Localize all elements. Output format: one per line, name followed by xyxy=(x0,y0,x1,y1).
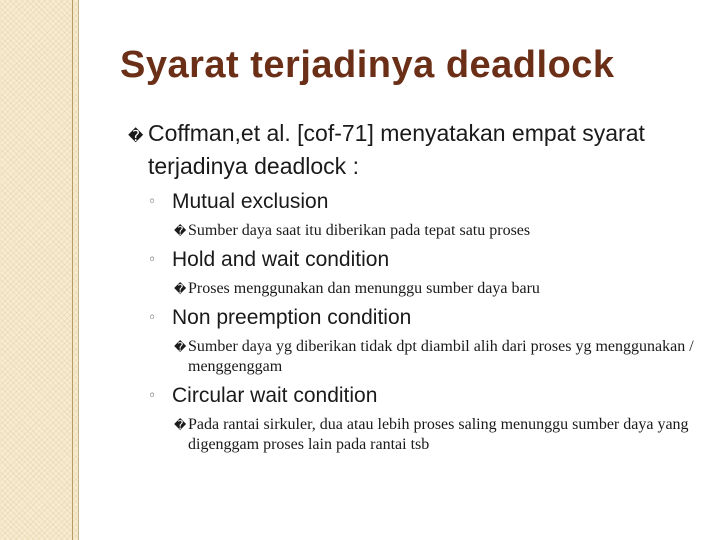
condition-detail-text: Sumber daya yg diberikan tidak dpt diambil alih dari proses yg menggunakan / menggenggam xyxy=(188,338,694,375)
condition-detail-text: Sumber daya saat itu diberikan pada tepat satu proses xyxy=(188,222,531,239)
condition-detail-text: Pada rantai sirkuler, dua atau lebih proses saling menunggu sumber daya yang digenggam proses lain pada rantai tsb xyxy=(188,416,689,453)
intro-text: Coffman,et al. [cof-71] menyatakan empat syarat terjadinya deadlock : xyxy=(148,120,645,179)
missing-glyph-bullet-icon: � xyxy=(174,282,187,296)
circle-bullet-icon: ◦ xyxy=(148,388,157,404)
condition-non-preemption xyxy=(148,305,708,331)
condition-hold-and-wait xyxy=(148,247,708,273)
condition-label: Circular wait condition xyxy=(172,384,378,407)
slide-title: Syarat terjadinya deadlock xyxy=(120,44,615,86)
sidebar-divider xyxy=(72,0,73,540)
condition-mutual-exclusion xyxy=(148,189,708,215)
condition-label: Non preemption condition xyxy=(172,306,412,329)
missing-glyph-bullet-icon: � xyxy=(174,418,187,432)
missing-glyph-bullet-icon: � xyxy=(128,127,144,145)
condition-detail xyxy=(174,279,708,299)
condition-label: Mutual exclusion xyxy=(172,190,329,213)
condition-detail xyxy=(174,221,708,241)
circle-bullet-icon: ◦ xyxy=(148,194,157,210)
condition-detail-text: Proses menggunakan dan menunggu sumber daya baru xyxy=(188,280,540,297)
intro-paragraph xyxy=(128,118,708,181)
condition-label: Hold and wait condition xyxy=(172,248,390,271)
missing-glyph-bullet-icon: � xyxy=(174,340,187,354)
condition-detail xyxy=(174,415,708,455)
circle-bullet-icon: ◦ xyxy=(148,252,157,268)
decorative-sidebar xyxy=(0,0,79,540)
condition-circular-wait xyxy=(148,383,708,409)
condition-detail xyxy=(174,337,708,377)
circle-bullet-icon: ◦ xyxy=(148,310,157,326)
slide-content xyxy=(128,118,708,455)
missing-glyph-bullet-icon: � xyxy=(174,224,187,238)
